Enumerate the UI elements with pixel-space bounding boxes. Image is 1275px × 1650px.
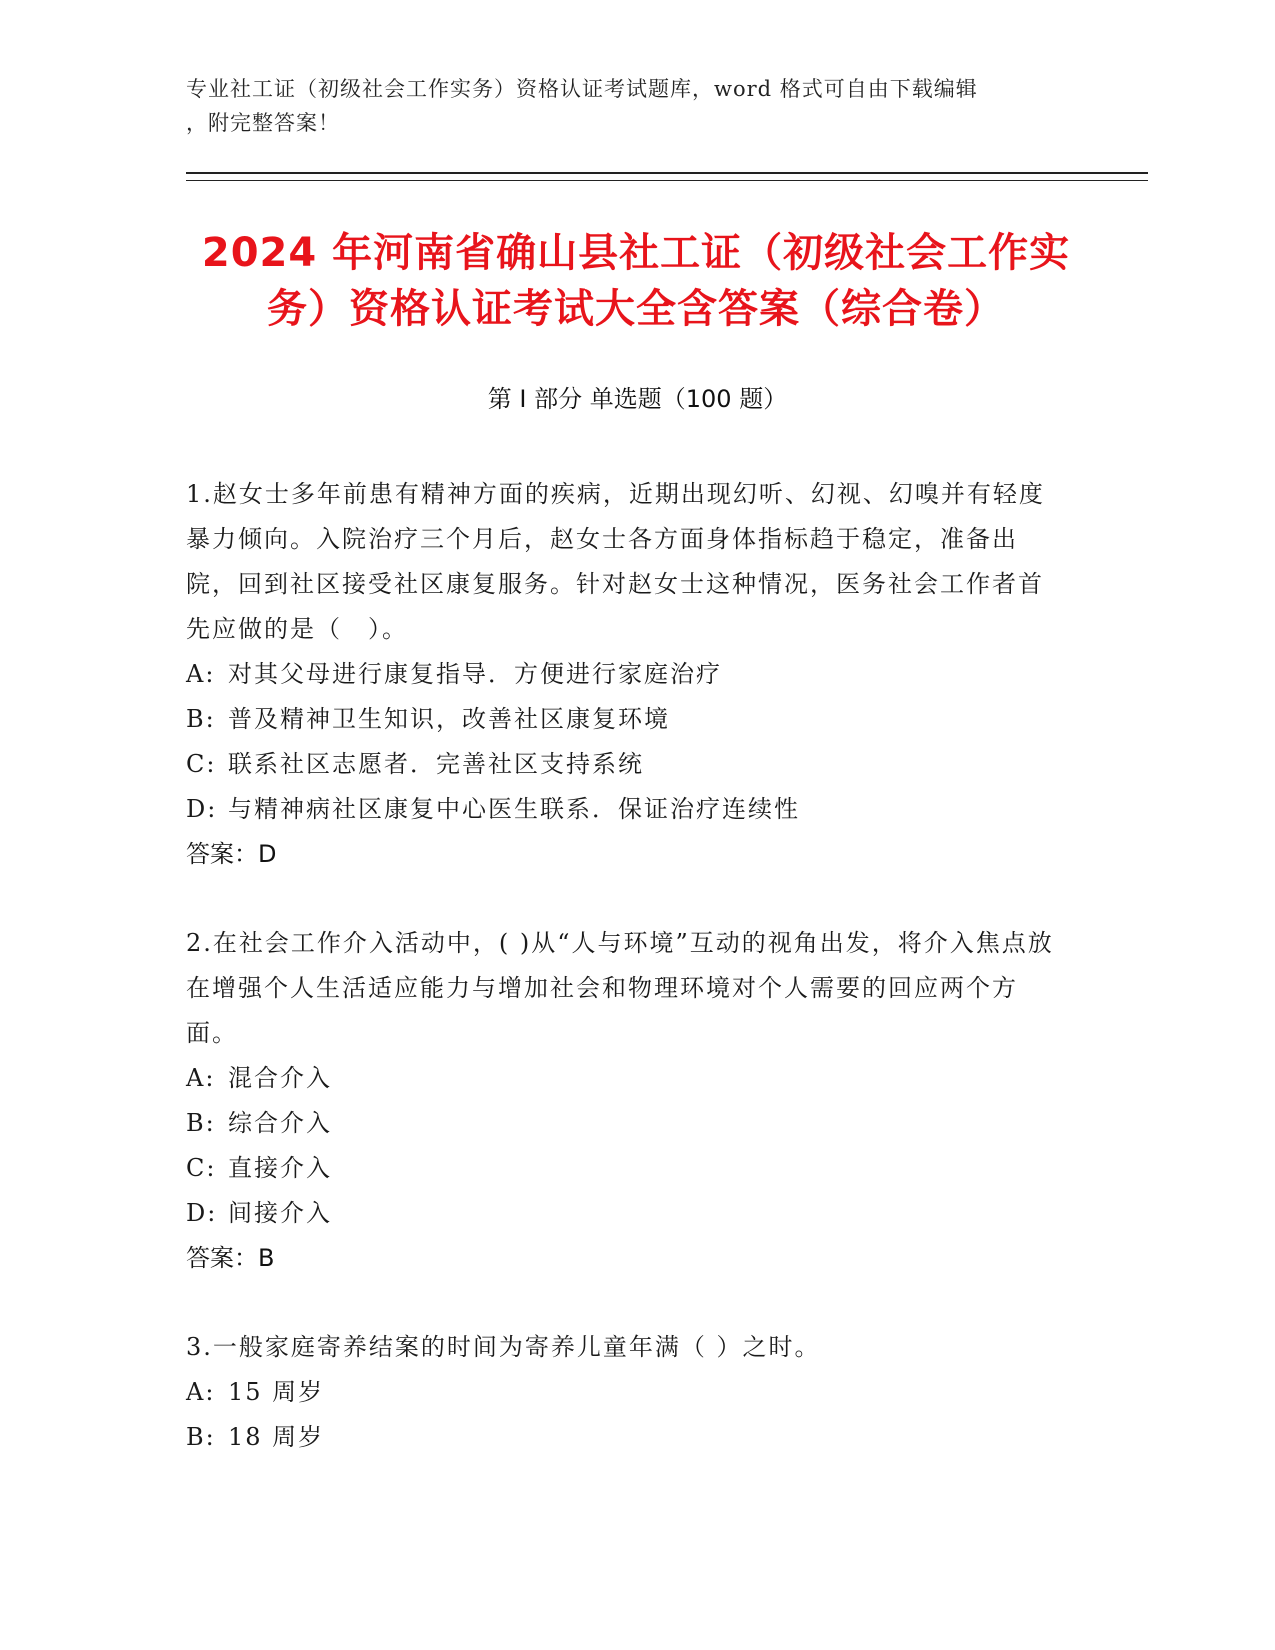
option-b	[186, 697, 1066, 742]
option-text: 与精神病社区康复中心医生联系．保证治疗连续性	[228, 795, 800, 823]
question-1	[186, 472, 1066, 877]
header-divider-thick	[186, 172, 1148, 174]
question-stem: 2.在社会工作介入活动中，( )从“人与环境”互动的视角出发，将介入焦点放在增强个人生活适应能力与增加社会和物理环境对个人需要的回应两个方面。	[186, 929, 1054, 1047]
option-text: 直接介入	[228, 1154, 332, 1182]
question-list	[186, 472, 1066, 1504]
option-text: 混合介入	[228, 1064, 332, 1092]
option-c	[186, 1146, 1066, 1191]
option-a	[186, 652, 1066, 697]
option-key: B:	[186, 1423, 216, 1451]
option-c	[186, 742, 1066, 787]
option-key: A:	[186, 1064, 216, 1092]
option-key: D:	[186, 1199, 218, 1227]
answer-line: 答案：D	[186, 840, 277, 868]
option-key: B:	[186, 705, 216, 733]
header-note-line-1: 专业社工证（初级社会工作实务）资格认证考试题库，word 格式可自由下载编辑	[186, 77, 978, 101]
option-key: A:	[186, 1378, 216, 1406]
option-text: 联系社区志愿者．完善社区支持系统	[228, 750, 644, 778]
document-title: 2024 年河南省确山县社工证（初级社会工作实务）资格认证考试大全含答案（综合卷）	[201, 230, 1071, 332]
option-a	[186, 1370, 1066, 1415]
section-heading: 第 I 部分 单选题（100 题）	[487, 385, 788, 413]
header-note-line-2: ，附完整答案！	[186, 111, 340, 135]
option-d	[186, 1191, 1066, 1236]
option-text: 间接介入	[228, 1199, 332, 1227]
header-divider-thin	[186, 180, 1148, 181]
question-stem: 1.赵女士多年前患有精神方面的疾病，近期出现幻听、幻视、幻嗅并有轻度暴力倾向。入院治疗三个月后，赵女士各方面身体指标趋于稳定，准备出院，回到社区接受社区康复服务。针对赵女士这种情况，医务社会工作者首先应做的是（ ）。	[186, 480, 1045, 643]
option-a	[186, 1056, 1066, 1101]
option-d	[186, 787, 1066, 832]
question-2	[186, 921, 1066, 1281]
option-key: C:	[186, 750, 217, 778]
option-key: C:	[186, 1154, 217, 1182]
option-key: D:	[186, 795, 218, 823]
option-b	[186, 1415, 1066, 1460]
option-text: 对其父母进行康复指导．方便进行家庭治疗	[228, 660, 722, 688]
option-text: 15 周岁	[228, 1378, 325, 1406]
option-key: A:	[186, 660, 216, 688]
option-b	[186, 1101, 1066, 1146]
option-text: 18 周岁	[228, 1423, 325, 1451]
answer-line: 答案：B	[186, 1244, 275, 1272]
option-key: B:	[186, 1109, 216, 1137]
question-stem: 3.一般家庭寄养结案的时间为寄养儿童年满（ ）之时。	[186, 1333, 821, 1361]
header-note	[186, 72, 1066, 140]
question-3	[186, 1325, 1066, 1460]
option-text: 综合介入	[228, 1109, 332, 1137]
option-text: 普及精神卫生知识，改善社区康复环境	[228, 705, 670, 733]
